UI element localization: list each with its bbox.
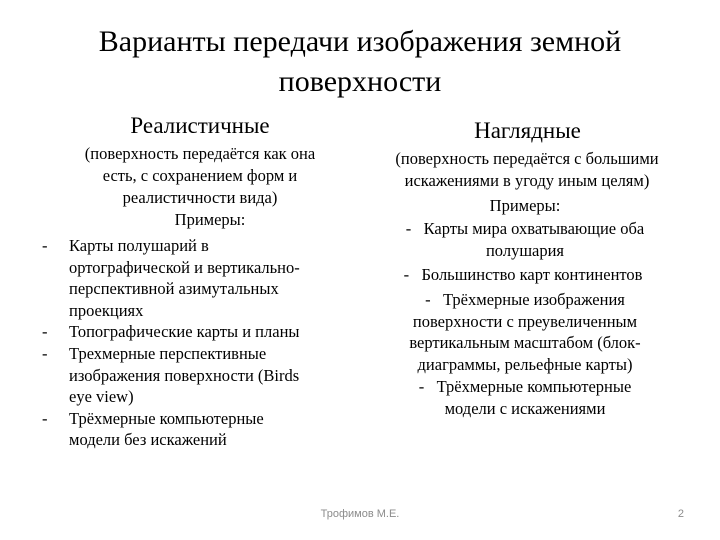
bullet-dash: - [42,236,48,255]
list-item-line [378,264,668,286]
slide-title-line1: Варианты передачи изображения земной [98,25,622,58]
list-item-line: eye view) [69,387,134,407]
list-item [380,218,670,261]
slide-title-line2: поверхности [278,65,442,98]
bullet-dash: - [403,265,410,284]
list-item-text: Большинство карт континентов [421,265,643,284]
list-item [36,321,346,343]
illustrative-intro-line: (поверхность передаётся с большими [395,149,659,168]
list-item-line [380,218,670,240]
realistic-intro [50,143,350,209]
list-item-line: проекциях [69,300,144,320]
illustrative-heading: Наглядные [474,118,581,143]
list-item-line: ортографической и вертикально- [69,257,300,277]
list-item-line: модели с искажениями [444,398,606,418]
list-item-line: диаграммы, рельефные карты) [417,354,633,374]
list-item-line [390,376,660,398]
list-item-line: модели без искажений [69,430,227,450]
footer-author: Трофимов М.Е. [320,508,400,520]
realistic-intro-line: реалистичности вида) [122,188,278,207]
list-item-text: Трёхмерные компьютерные [436,377,632,396]
realistic-intro-line: (поверхность передаётся как она [84,144,316,163]
realistic-examples-list [36,235,346,451]
list-item-text: Трёхмерные изображения [442,290,625,309]
illustrative-intro [362,148,692,192]
list-item-text: Карты мира охватывающие оба [423,219,645,238]
list-item-line: Трёхмерные компьютерные [69,408,264,428]
realistic-heading: Реалистичные [130,113,270,138]
illustrative-intro-line: искажениями в угоду иным целям) [404,171,650,190]
bullet-dash: - [418,377,425,396]
bullet-dash: - [42,343,48,363]
realistic-intro-line: есть, с сохранением форм и [102,166,298,185]
list-item [36,343,346,408]
page-number: 2 [677,508,684,520]
list-item [378,264,668,286]
list-item [36,408,346,451]
slide-title [60,22,660,102]
list-item-line: вертикальным масштабом (блок- [409,333,641,353]
list-item [365,289,685,375]
list-item-line: поверхности с преувеличенным [412,311,638,331]
list-item-line: перспективной азимутальных [69,279,279,299]
bullet-dash: - [425,290,431,309]
list-item-line: изображения поверхности (Birds [69,365,300,385]
bullet-dash: - [405,219,412,238]
list-item-line: Топографические карты и планы [69,322,300,342]
list-item-line: Карты полушарий в [69,236,209,255]
list-item-line [365,289,685,311]
illustrative-examples-label: Примеры: [489,196,561,215]
list-item [36,235,346,321]
bullet-dash: - [42,408,48,428]
list-item-line: Трехмерные перспективные [69,343,267,363]
bullet-dash: - [42,322,48,342]
list-item [390,376,660,419]
realistic-examples-label: Примеры: [174,210,246,229]
list-item-line: полушария [485,240,565,260]
